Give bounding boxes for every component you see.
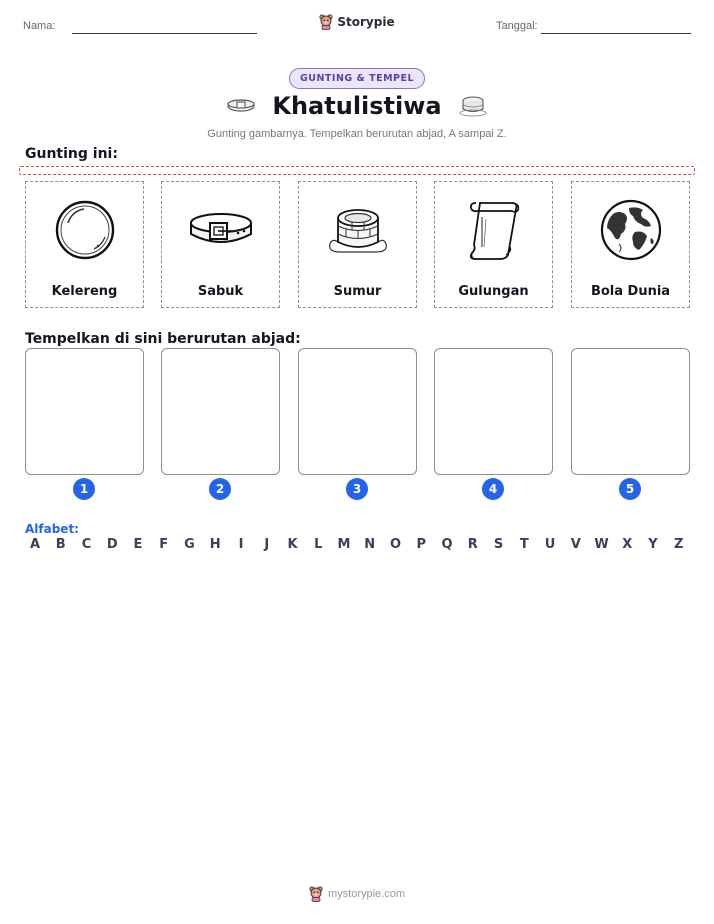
title-row: [0, 92, 714, 120]
alphabet-letter: Y: [648, 537, 658, 552]
alphabet-letter: I: [238, 537, 244, 552]
bear-mascot-icon: [309, 886, 323, 902]
alphabet-letter: U: [544, 537, 556, 552]
alphabet-letter: E: [133, 537, 143, 552]
alphabet-letter: N: [364, 537, 376, 552]
cut-card-label: Sumur: [333, 284, 382, 299]
footer: [0, 886, 714, 906]
cut-heading: Gunting ini:: [25, 146, 118, 162]
cut-line: [19, 166, 695, 175]
scroll-icon: [466, 197, 522, 263]
cut-card-label: Sabuk: [197, 284, 244, 299]
cut-card-label: Bola Dunia: [590, 284, 671, 299]
well-icon: [458, 95, 488, 117]
paste-slot-3[interactable]: [298, 348, 417, 475]
alphabet-letter: V: [570, 537, 581, 552]
globe-icon: [599, 198, 663, 262]
alphabet-letter: T: [519, 537, 529, 552]
activity-badge: GUNTING & TEMPEL: [289, 68, 425, 89]
alphabet-letter: W: [594, 537, 609, 552]
slot-number-badge: 5: [619, 478, 641, 500]
marble-icon: [54, 199, 116, 261]
bear-mascot-icon: [319, 14, 333, 30]
alphabet-letter: O: [389, 537, 402, 552]
cut-card-gulungan[interactable]: [434, 181, 553, 308]
alphabet-letter: L: [314, 537, 323, 552]
belt-icon: [188, 210, 254, 250]
slot-number-badge: 3: [346, 478, 368, 500]
slot-number-badge: 4: [482, 478, 504, 500]
paste-heading: Tempelkan di sini berurutan abjad:: [25, 331, 301, 347]
date-line: [541, 33, 691, 34]
alphabet-letter: A: [29, 537, 41, 552]
alphabet-letter: J: [264, 537, 270, 552]
slot-number-badge: 1: [73, 478, 95, 500]
paste-slot-5[interactable]: [571, 348, 690, 475]
name-label: Nama:: [23, 20, 56, 32]
alphabet-letter: F: [159, 537, 169, 552]
alphabet-row: [25, 537, 689, 552]
alphabet-letter: P: [416, 537, 427, 552]
badge-wrap: [0, 66, 714, 89]
alphabet-label: Alfabet:: [25, 522, 79, 536]
paste-slot-1[interactable]: [25, 348, 144, 475]
alphabet-letter: R: [467, 537, 478, 552]
cut-card-sabuk[interactable]: [161, 181, 280, 308]
brand-name: Storypie: [337, 15, 395, 29]
date-label: Tanggal:: [496, 20, 538, 32]
footer-site: mystorypie.com: [327, 888, 406, 900]
alphabet-letter: X: [622, 537, 633, 552]
brand-logo: [0, 14, 714, 34]
cut-card-label: Gulungan: [458, 284, 529, 299]
belt-icon: [226, 98, 256, 114]
cut-card-kelereng[interactable]: [25, 181, 144, 308]
alphabet-letter: H: [209, 537, 221, 552]
well-icon: [326, 204, 390, 256]
page-title: Khatulistiwa: [272, 92, 442, 120]
instructions: Gunting gambarnya. Tempelkan berurutan abjad, A sampai Z.: [207, 128, 507, 140]
cut-card-bola-dunia[interactable]: [571, 181, 690, 308]
alphabet-letter: Z: [674, 537, 684, 552]
alphabet-letter: D: [106, 537, 118, 552]
alphabet-letter: S: [493, 537, 504, 552]
cut-card-sumur[interactable]: [298, 181, 417, 308]
paste-slot-2[interactable]: [161, 348, 280, 475]
paste-slot-4[interactable]: [434, 348, 553, 475]
alphabet-letter: G: [184, 537, 195, 552]
alphabet-letter: Q: [441, 537, 453, 552]
slot-number-badge: 2: [209, 478, 231, 500]
alphabet-letter: B: [55, 537, 66, 552]
alphabet-letter: K: [287, 537, 298, 552]
alphabet-letter: M: [337, 537, 351, 552]
cut-card-label: Kelereng: [51, 284, 118, 299]
alphabet-letter: C: [81, 537, 92, 552]
